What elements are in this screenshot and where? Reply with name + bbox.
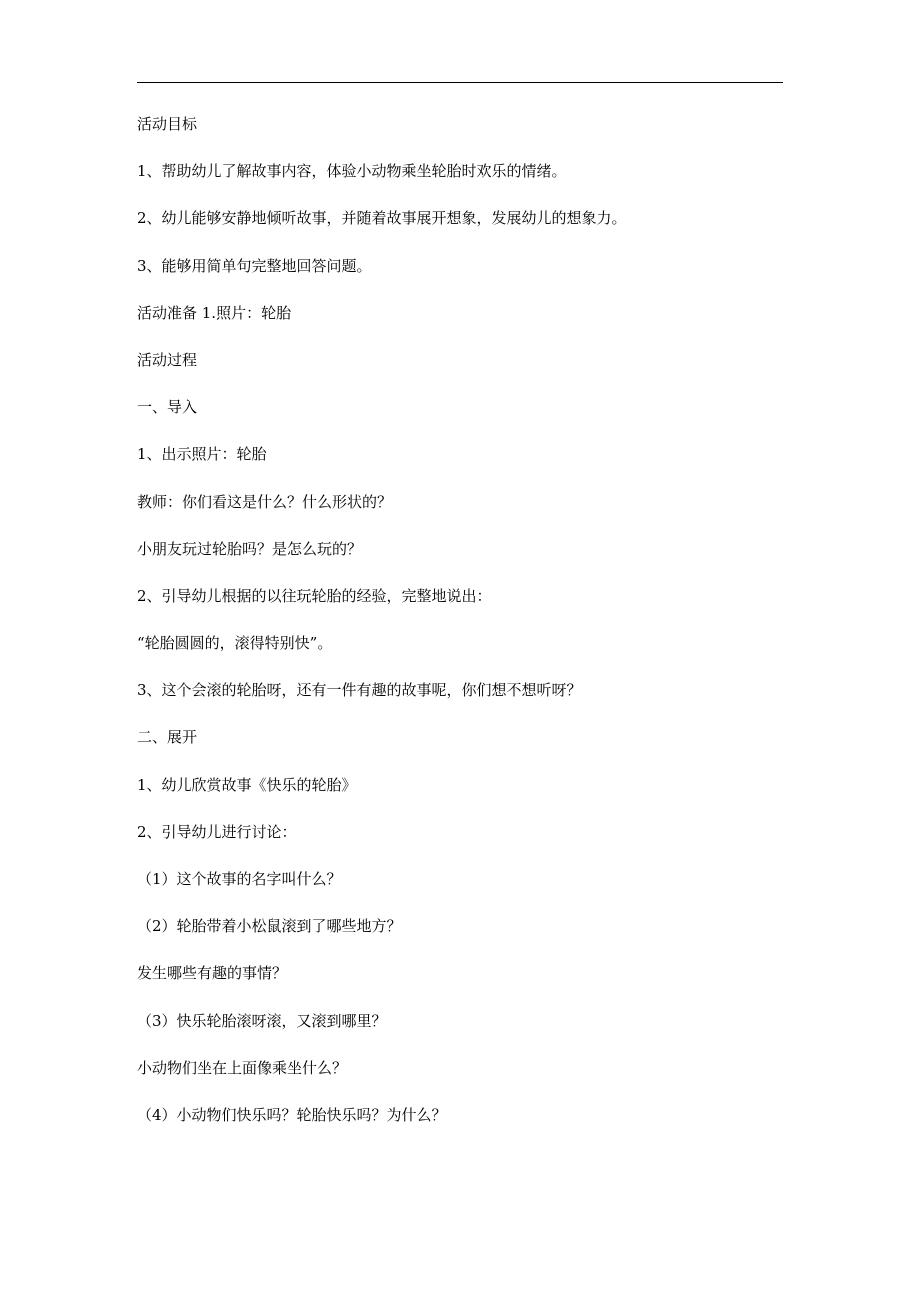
- subsection-heading-intro: 一、导入: [137, 398, 198, 417]
- header-rule: [137, 82, 783, 83]
- text-line: （4）小动物们快乐吗？轮胎快乐吗？为什么？: [137, 1105, 447, 1124]
- text-line: 2、幼儿能够安静地倾听故事，并随着故事展开想象，发展幼儿的想象力。: [137, 209, 627, 228]
- text-line: 1、帮助幼儿了解故事内容，体验小动物乘坐轮胎时欢乐的情绪。: [137, 162, 567, 181]
- section-heading-preparation: 活动准备 1.照片：轮胎: [137, 303, 292, 322]
- text-line: “轮胎圆圆的，滚得特别快”。: [137, 634, 333, 653]
- text-line: 教师：你们看这是什么？什么形状的？: [137, 492, 393, 511]
- subsection-heading-expand: 二、展开: [137, 728, 198, 747]
- text-line: （2）轮胎带着小松鼠滚到了哪些地方？: [137, 917, 402, 936]
- text-line: 3、能够用简单句完整地回答问题。: [137, 256, 372, 275]
- document-body: [137, 112, 783, 1150]
- text-line: （3）快乐轮胎滚呀滚，又滚到哪里？: [137, 1011, 387, 1030]
- section-heading-process: 活动过程: [137, 350, 198, 369]
- text-line: 1、幼儿欣赏故事《快乐的轮胎》: [137, 775, 357, 794]
- text-line: 发生哪些有趣的事情？: [137, 964, 288, 983]
- text-line: 2、引导幼儿根据的以往玩轮胎的经验，完整地说出：: [137, 586, 492, 605]
- text-line: 1、出示照片：轮胎: [137, 445, 267, 464]
- text-line: 3、这个会滚的轮胎呀，还有一件有趣的故事呢，你们想不想听呀？: [137, 681, 582, 700]
- text-line: 2、引导幼儿进行讨论：: [137, 822, 297, 841]
- text-line: 小朋友玩过轮胎吗？是怎么玩的？: [137, 539, 363, 558]
- text-line: 小动物们坐在上面像乘坐什么？: [137, 1058, 348, 1077]
- section-heading-goals: 活动目标: [137, 115, 198, 133]
- text-line: （1）这个故事的名字叫什么？: [137, 870, 342, 888]
